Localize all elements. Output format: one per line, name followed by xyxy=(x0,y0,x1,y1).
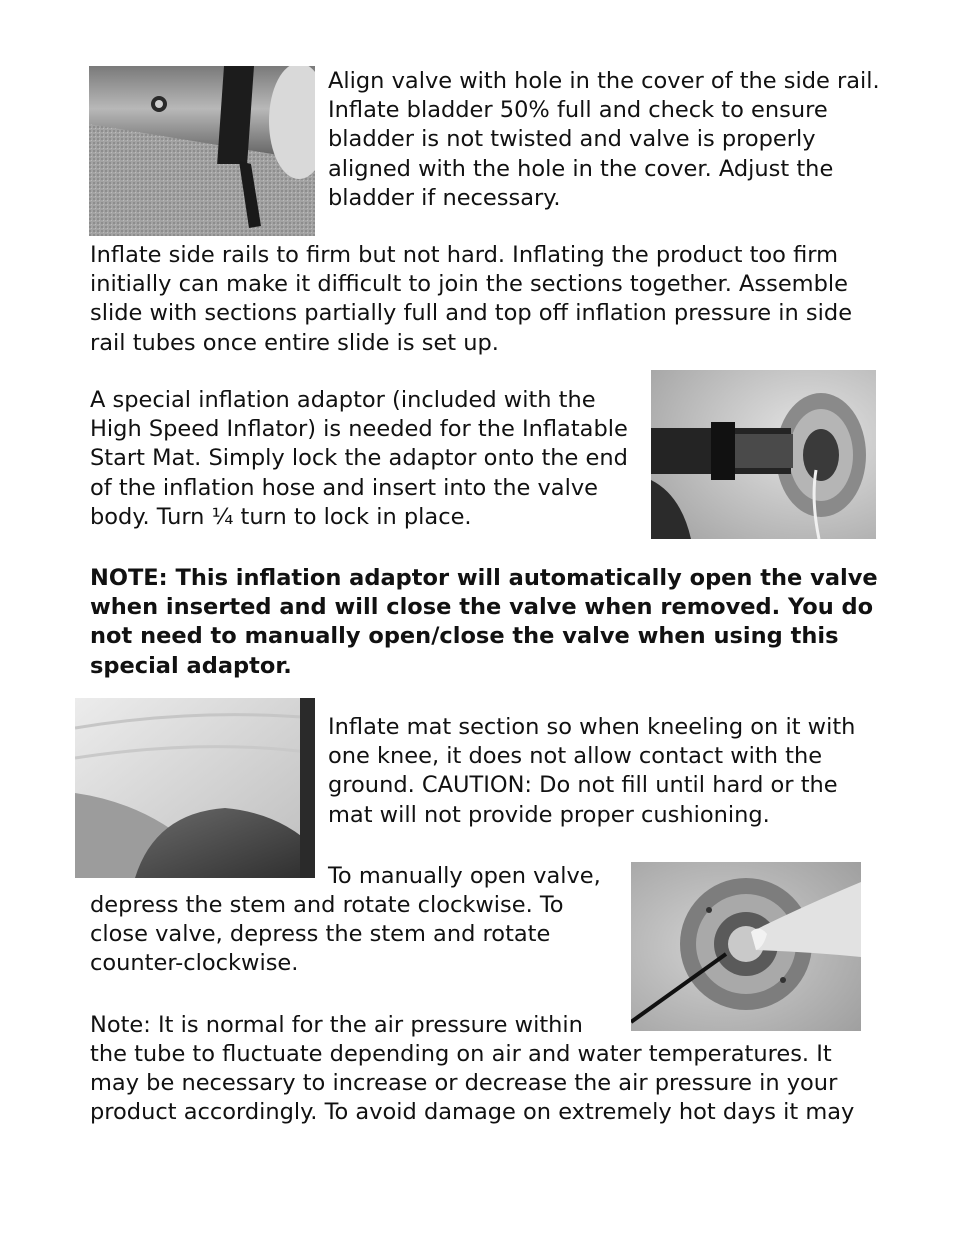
paragraph-align-valve xyxy=(328,67,880,213)
text-line: of the inflation hose and insert into the valve xyxy=(90,474,599,501)
text-line: Inflate mat section so when kneeling on it with xyxy=(328,714,856,740)
paragraph-air-pressure-first-line xyxy=(90,1011,583,1040)
text-line: slide with sections partially full and top off inflation pressure in side xyxy=(90,300,853,327)
text-line: close valve, depress the stem and rotate xyxy=(90,921,551,948)
text-line: body. Turn ¼ turn to lock in place. xyxy=(90,503,472,530)
text-line: mat will not provide proper cushioning. xyxy=(328,801,770,828)
text-line: Align valve with hole in the cover of the side rail. xyxy=(328,68,880,94)
paragraph-air-pressure xyxy=(90,1040,854,1128)
paragraph-manual-valve-first-line xyxy=(328,862,601,891)
text-line: A special inflation adaptor (included with the xyxy=(90,387,596,413)
valve-stem-photo xyxy=(631,862,861,1031)
note-adaptor-valve xyxy=(90,564,878,681)
text-line: one knee, it does not allow contact with the xyxy=(328,743,823,770)
text-line: special adaptor. xyxy=(90,652,292,679)
text-line: ground. CAUTION: Do not fill until hard or the xyxy=(328,772,838,799)
kneeling-mat-photo xyxy=(75,698,315,878)
text-line: when inserted and will close the valve when removed. You do xyxy=(90,594,874,621)
text-line: aligned with the hole in the cover. Adjust the xyxy=(328,155,834,182)
paragraph-inflation-adaptor xyxy=(90,386,628,532)
text-line: Inflate bladder 50% full and check to ensure xyxy=(328,97,828,124)
side-rail-valve-photo xyxy=(89,66,315,236)
text-line: not need to manually open/close the valve when using this xyxy=(90,623,839,650)
text-line: rail tubes once entire slide is set up. xyxy=(90,329,499,356)
text-line: High Speed Inflator) is needed for the Inflatable xyxy=(90,416,628,443)
text-line: the tube to fluctuate depending on air and water temperatures. It xyxy=(90,1041,832,1067)
inflation-adaptor-photo xyxy=(651,370,876,539)
text-line: Inflate side rails to firm but not hard. Inflating the product too firm xyxy=(90,242,839,268)
text-line: counter-clockwise. xyxy=(90,950,299,977)
paragraph-inflate-mat xyxy=(328,713,855,830)
text-line: may be necessary to increase or decrease the air pressure in your xyxy=(90,1070,838,1097)
text-line: Start Mat. Simply lock the adaptor onto the end xyxy=(90,445,628,472)
text-line: depress the stem and rotate clockwise. To xyxy=(90,892,564,918)
text-line: To manually open valve, xyxy=(328,863,601,889)
text-line: initially can make it difficult to join the sections together. Assemble xyxy=(90,271,848,298)
text-line: bladder is not twisted and valve is properly xyxy=(328,126,816,153)
text-line: Note: It is normal for the air pressure within xyxy=(90,1012,583,1038)
paragraph-manual-valve xyxy=(90,891,564,979)
text-line: bladder if necessary. xyxy=(328,184,561,211)
paragraph-inflate-side-rails xyxy=(90,241,852,358)
text-line: NOTE: This inflation adaptor will automatically open the valve xyxy=(90,565,878,591)
text-line: product accordingly. To avoid damage on extremely hot days it may xyxy=(90,1099,855,1126)
